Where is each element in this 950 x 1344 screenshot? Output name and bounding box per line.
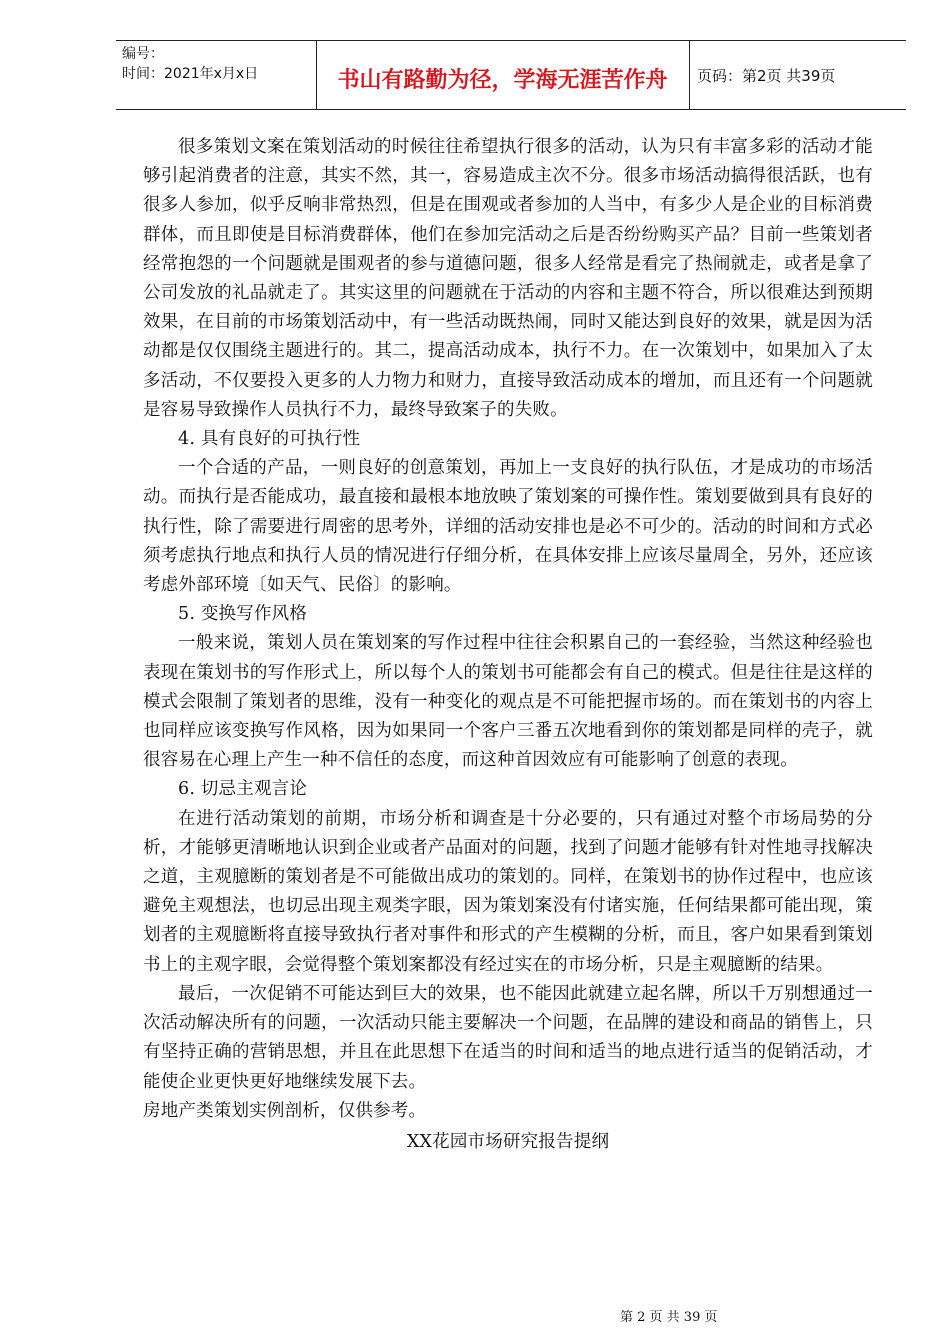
document-number-label: 编号： — [122, 46, 164, 62]
body-note: 房地产类策划实例剖析，仅供参考。 — [143, 1100, 427, 1121]
header-motto-cell — [316, 41, 690, 109]
document-time-label: 时间：2021年x月x日 — [122, 66, 259, 82]
page-footer: 第 2 页 共 39 页 — [620, 1310, 718, 1325]
body-paragraph: 一个合适的产品，一则良好的创意策划，再加上一支良好的执行队伍，才是成功的市场活动。而执行是否能成功，最直接和最根本地放映了策划案的可操作性。策划要做到具有良好的执行性，除了需要进行周密的思考外，详细的活动安排也是必不可少的。活动的时间和方式必须考虑执行地点和执行人员的情况进行仔细分析，在具体安排上应该尽量周全，另外，还应该考虑外部环境〔如天气、民俗〕的影响。 — [143, 458, 873, 596]
body-paragraph: 在进行活动策划的前期，市场分析和调查是十分必要的，只有通过对整个市场局势的分析，才能够更清晰地认识到企业或者产品面对的问题，找到了问题才能够有针对性地寻找解决之道，主观臆断的策划者是不可能做出成功的策划的。同样，在策划书的协作过程中，也应该避免主观想法，也切忌出现主观类字眼，因为策划案没有付诸实施，任何结果都可能出现，策划者的主观臆断将直接导致执行者对事件和形式的产生模糊的分析，而且，客户如果看到策划书上的主观字眼，会觉得整个策划案都没有经过实在的市场分析，只是主观臆断的结果。 — [143, 808, 873, 975]
header-meta-cell — [116, 41, 317, 109]
body-paragraph: 很多策划文案在策划活动的时候往往希望执行很多的活动，认为只有丰富多彩的活动才能够引起消费者的注意，其实不然，其一，容易造成主次不分。很多市场活动搞得很活跃，也有很多人参加，似乎反响非常热烈，但是在围观或者参加的人当中，有多少人是企业的目标消费群体，而且即使是目标消费群体，他们在参加完活动之后是否纷纷购买产品？目前一些策划者经常抱怨的一个问题就是围观者的参与道德问题，很多人经常是看完了热闹就走，或者是拿了公司发放的礼品就走了。其实这里的问题就在于活动的内容和主题不符合，所以很难达到预期效果，在目前的市场策划活动中，有一些活动既热闹，同时又能达到良好的效果，就是因为活动都是仅仅围绕主题进行的。其二，提高活动成本，执行不力。在一次策划中，如果加入了太多活动，不仅要投入更多的人力物力和财力，直接导致活动成本的增加，而且还有一个问题就是容易导致操作人员执行不力，最终导致案子的失败。 — [143, 137, 873, 420]
section-heading: 5. 变换写作风格 — [178, 604, 308, 625]
header-motto: 书山有路勤为径，学海无涯苦作舟 — [337, 68, 668, 93]
report-title: XX花园市场研究报告提纲 — [406, 1131, 610, 1152]
header-page-info: 页码：第2页 共39页 — [697, 67, 836, 85]
section-heading: 4. 具有良好的可执行性 — [178, 429, 361, 450]
header-page-cell — [689, 41, 906, 109]
page-header — [116, 40, 906, 110]
section-heading: 6. 切忌主观言论 — [178, 779, 308, 800]
body-paragraph: 一般来说，策划人员在策划案的写作过程中往往会积累自己的一套经验，当然这种经验也表现在策划书的写作形式上，所以每个人的策划书可能都会有自己的模式。但是往往是这样的模式会限制了策划者的思维，没有一种变化的观点是不可能把握市场的。而在策划书的内容上也同样应该变换写作风格，因为如果同一个客户三番五次地看到你的策划都是同样的壳子，就很容易在心理上产生一种不信任的态度，而这种首因效应有可能影响了创意的表现。 — [143, 633, 873, 771]
document-body — [143, 133, 873, 1157]
body-paragraph: 最后，一次促销不可能达到巨大的效果，也不能因此就建立起名牌，所以千万别想通过一次活动解决所有的问题，一次活动只能主要解决一个问题，在品牌的建设和商品的销售上，只有坚持正确的营销思想，并且在此思想下在适当的时间和适当的地点进行适当的促销活动，才能使企业更快更好地继续发展下去。 — [143, 983, 873, 1092]
